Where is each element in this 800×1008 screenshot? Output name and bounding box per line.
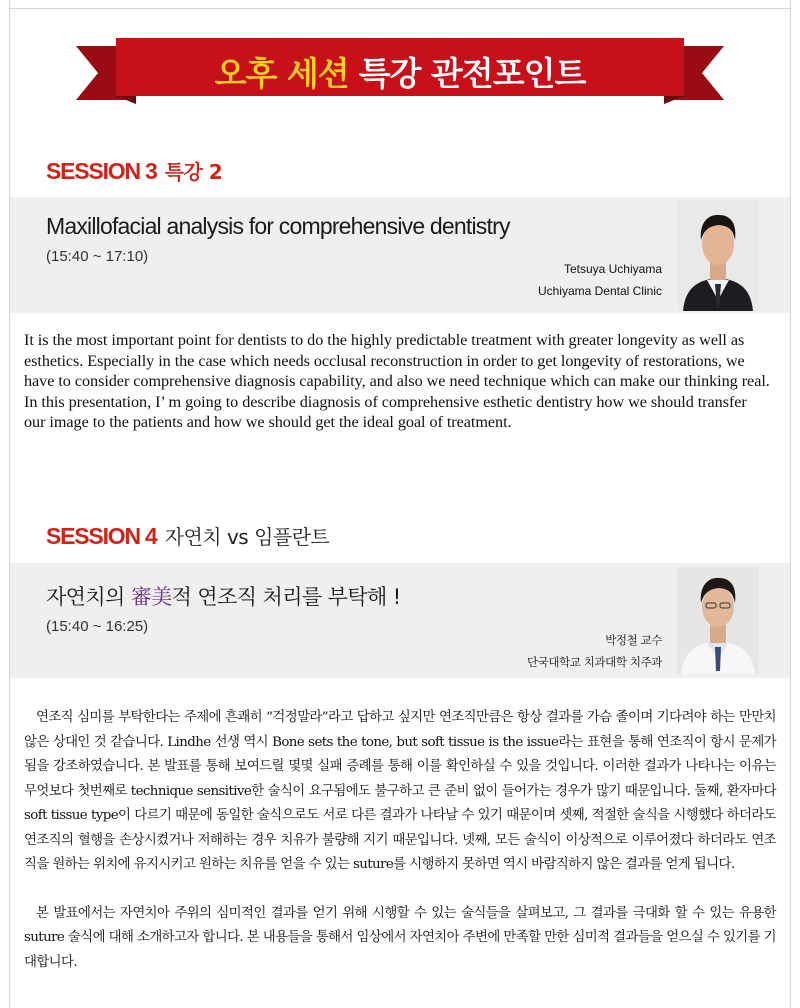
banner-title-rest: 특강 관전포인트 (358, 53, 586, 93)
session-4-abstract-paragraph: 연조직 심미를 부탁한다는 주제에 흔쾌히 “걱정말라”라고 답하고 싶지만 연조직만큼은 항상 결과를 가슴 졸이며 기다려야 하는 만만치 않은 상대인 것 같습니다. Lindhe 선생 역시 Bone sets the tone, but soft tissue is the issue라는 표현을 통해 연조직이 항시 문제가 됨을 강조하였습니다. 본 발표를 통해 보여드릴 몇몇 실패 증례를 통해 이를 확인하실 수 있을 것입니다. 이러한 결과가 나타나는 이유는 무엇보다 첫번째로 technique sensitive한 술식이 요구됨에도 불구하고 큰 준비 없이 들어가는 경우가 많기 때문입니다. 둘째, 환자마다 soft tissue type이 다르기 때문에 동일한 술식으로도 서로 다른 결과가 나타날 수 있기 때문이며 셋째, 적절한 술식을 시행했다 하더라도 연조직의 혈행을 손상시켰거나 저해하는 경우 치유가 불량해 지기 때문입니다. 넷째, 모든 술식이 이상적으로 이루어졌다 하더라도 연조직을 원하는 위치에 유지시키고 원하는 치유를 얻을 수 있는 suture를 시행하지 못하면 역시 바람직하지 않은 결과를 얻게 됩니다. (24, 710, 776, 872)
session-4-talk-box (10, 563, 790, 678)
session-4-speaker-name: 박정철 교수 (605, 633, 662, 647)
session-4-abstract (24, 706, 776, 975)
session-3-abstract-paragraph: It is the most important point for dentists to do the highly predictable treatment with greater longevity as well as esthetics. Especially in the case which needs occlusal reconstruction in order to get longevity of restorations, we have to consider comprehensive diagnosis capability, and also we need technique which can make our thinking real. (24, 331, 770, 391)
session-3-speaker-affiliation: Uchiyama Dental Clinic (537, 284, 662, 298)
session-4-speaker-photo (677, 567, 759, 674)
session-3-subtitle: 특강 2 (164, 160, 223, 184)
session-3-abstract (24, 330, 770, 433)
frame-right-border (790, 0, 791, 1008)
session-4-title-post: 적 연조직 처리를 부탁해 ! (171, 585, 401, 609)
session-4-abstract-paragraph: 본 발표에서는 자연치아 주위의 심미적인 결과를 얻기 위해 시행할 수 있는 술식들을 살펴보고, 그 결과를 극대화 할 수 있는 유용한 suture 술식에 대해 소개하고자 합니다. 본 내용들을 통해서 임상에서 자연치아 주변에 만족할 만한 심미적 결과들을 얻으실 수 있기를 기대합니다. (24, 905, 776, 970)
session-4-number: SESSION 4 (46, 523, 157, 549)
header-banner (76, 36, 724, 106)
session-4-title-pre: 자연치의 (46, 585, 131, 609)
session-4-time: (15:40 ~ 16:25) (46, 618, 149, 635)
session-3-speaker (538, 258, 662, 302)
session-3-heading (46, 156, 222, 185)
session-3-speaker-photo (677, 200, 759, 311)
session-4-subtitle: 자연치 vs 임플란트 (164, 525, 330, 549)
session-4-heading (46, 521, 329, 550)
session-3-speaker-name: Tetsuya Uchiyama (563, 262, 662, 276)
banner-title (76, 36, 724, 106)
session-3-abstract-paragraph: In this presentation, I’ m going to describe diagnosis of comprehensive esthetic dentistry how we should transfer our image to the patients and how we should get the ideal goal of treatment. (24, 392, 747, 432)
banner-title-accent: 오후 세션 (214, 53, 349, 93)
session-4-talk-title (46, 581, 401, 611)
session-3-talk-box (10, 197, 790, 313)
frame-top-border (9, 8, 791, 9)
session-3-number: SESSION 3 (46, 158, 157, 184)
session-3-time: (15:40 ~ 17:10) (46, 248, 149, 265)
session-4-speaker (527, 629, 662, 673)
session-3-talk-title: Maxillofacial analysis for comprehensive dentistry (46, 213, 510, 239)
session-4-speaker-affiliation: 단국대학교 치과대학 치주과 (526, 655, 662, 669)
session-4-title-highlight: 審美 (130, 585, 172, 609)
frame-left-border (9, 0, 10, 1008)
